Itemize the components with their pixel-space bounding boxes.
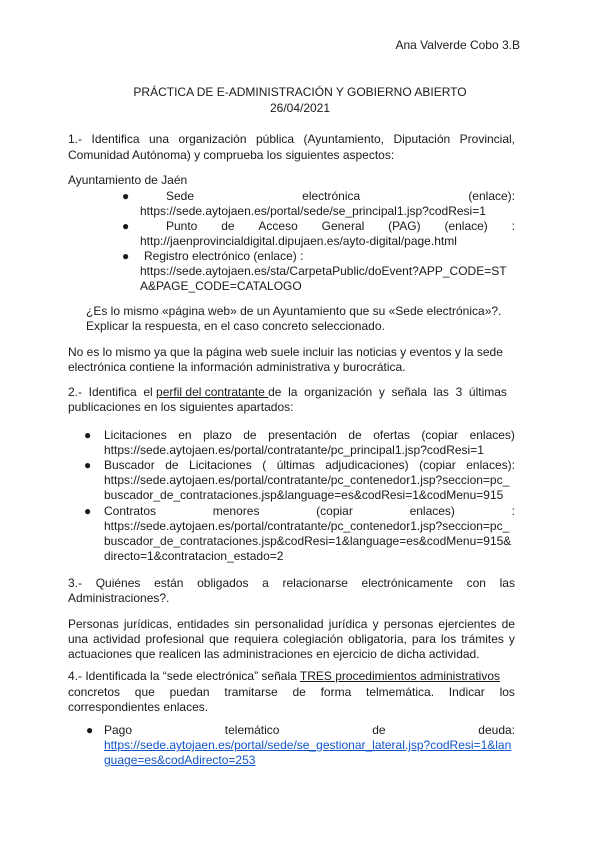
word: y (508, 632, 515, 646)
q1-b3-url-2: A&PAGE_CODE=CATALOGO (140, 279, 302, 293)
word: Acceso (258, 219, 298, 233)
q2-b1-url: https://sede.aytojaen.es/portal/contratante/pc_principal1.jsp?codResi=1 (104, 443, 484, 457)
q1-question-2: Explicar la respuesta, en el caso concreto seleccionado. (86, 319, 385, 333)
word: Identifica (91, 132, 140, 146)
word: Contratos (104, 504, 157, 518)
word: plazo (203, 428, 232, 442)
q1-entity: Ayuntamiento de Jaén (68, 173, 188, 187)
word: Sede (166, 189, 195, 203)
document-title: PRÁCTICA DE E-ADMINISTRACIÓN Y GOBIERNO ABIERTO (133, 85, 467, 99)
word: de (348, 428, 362, 442)
word: de (243, 428, 257, 442)
word: puedan (169, 685, 210, 699)
word: Licitaciones (104, 428, 167, 442)
q1-b2-url: http://jaenprovincialdigital.dipujaen.es/ayto-digital/page.html (140, 234, 457, 248)
word: con (466, 576, 486, 590)
q3-answer-3: actuaciones que realicen las administraciones en ejercicio de dicha actividad. (68, 647, 480, 661)
word: una (68, 632, 89, 646)
bullet-dot-icon: ● (122, 189, 130, 203)
word: requiera (234, 632, 279, 646)
word: 1.- (68, 132, 83, 146)
word: una (148, 132, 170, 146)
word: Provincial, (459, 132, 515, 146)
author-header: Ana Valverde Cobo 3.B (395, 38, 520, 52)
word: Diputación (393, 132, 451, 146)
word: obligatoria, (348, 632, 407, 646)
word: Quiénes (95, 576, 141, 590)
q4-b1-link-1[interactable] (104, 737, 511, 753)
word: electrónica (302, 189, 361, 203)
q1-b3-line1: Registro electrónico (enlace) : (144, 249, 304, 263)
tres-procedimientos-text: TRES procedimientos administrativos (299, 669, 500, 683)
word: deuda: (478, 723, 515, 737)
document-date: 26/04/2021 (269, 101, 331, 115)
word: forma (320, 685, 352, 699)
word: que (134, 685, 155, 699)
q1-line2: Comunidad Autónoma) y comprueba los siguientes aspectos: (68, 148, 395, 162)
word: (copiar (421, 428, 459, 442)
q2-b2-url-1: https://sede.aytojaen.es/portal/contratante/pc_contenedor1.jsp?seccion=pc_ (104, 473, 510, 487)
q2-b2-url-2: buscador_de_contrataciones.jsp&language=es&codResi=1&codMenu=915 (104, 488, 504, 502)
pago-telematico-link-cont[interactable]: guage=es&codAdirecto=253 (104, 753, 256, 767)
word: telmemática. (366, 685, 435, 699)
word: Buscador (104, 458, 155, 472)
word: están (154, 576, 184, 590)
q4-line1 (68, 668, 500, 684)
word: y (372, 617, 379, 631)
q2-b3-url-3: directo=1&contratacion_estado=2 (104, 549, 284, 563)
word: para (411, 632, 436, 646)
word: jurídica (328, 617, 368, 631)
word: ofertas (373, 428, 410, 442)
q2-b2-line1 (104, 457, 515, 473)
word: entidades (177, 617, 230, 631)
word: Licitaciones (189, 458, 252, 472)
bullet-dot-icon: ● (86, 723, 94, 737)
word: personas (383, 617, 434, 631)
word: Pago (104, 723, 133, 737)
q4-b1-line1 (104, 722, 515, 738)
q4-line2 (68, 684, 515, 700)
word: concretos (68, 685, 121, 699)
word: últimas (276, 458, 315, 472)
q4-b1-link-2[interactable] (104, 752, 255, 768)
word: pública (256, 132, 295, 146)
q2-line2: publicaciones en los siguientes apartados: (68, 400, 294, 414)
word: enlaces) (409, 504, 455, 518)
word: (copiar (419, 458, 456, 472)
word: sin (234, 617, 250, 631)
word: de (372, 723, 386, 737)
q1-b1-line1 (166, 188, 515, 204)
q1-answer-2: electrónica contiene la información administrativa y burocrática. (68, 360, 406, 374)
word: (copiar (316, 504, 353, 518)
q2-b1-line1 (104, 427, 515, 443)
word: (PAG) (388, 219, 421, 233)
word: a (262, 576, 269, 590)
word: organización (178, 132, 247, 146)
word: Punto (166, 219, 198, 233)
word: enlaces): (466, 458, 515, 472)
q2-line1-b: de la organización y señala las 3 últimas (268, 385, 507, 399)
q1-b2-line1 (166, 218, 515, 234)
word: de (501, 617, 515, 631)
word: personalidad (254, 617, 324, 631)
word: trámites (461, 632, 504, 646)
q3-line2: Administraciones?. (68, 591, 170, 605)
q1-b1-url: https://sede.aytojaen.es/portal/sede/se_principal1.jsp?codResi=1 (140, 204, 486, 218)
word: telemático (224, 723, 280, 737)
q4-line1-a: 4.- Identificada la “sede electrónica” señala (68, 669, 300, 683)
word: Indicar (448, 685, 485, 699)
bullet-dot-icon: ● (84, 428, 92, 442)
q2-line1 (68, 384, 507, 400)
word: los (499, 685, 515, 699)
word: electrónicamente (361, 576, 453, 590)
bullet-dot-icon: ● (122, 249, 130, 263)
word: (enlace): (468, 189, 515, 203)
word: ejercientes (438, 617, 497, 631)
word: : (511, 504, 515, 518)
word: las (499, 576, 515, 590)
word: menores (212, 504, 260, 518)
word: presentación (268, 428, 337, 442)
q1-line1 (68, 131, 515, 147)
word: tramitarse (224, 685, 278, 699)
word: actividad (93, 632, 141, 646)
q1-b3-url-1: https://sede.aytojaen.es/sta/CarpetaPublic/doEvent?APP_CODE=ST (140, 264, 507, 278)
q1-question-1: ¿Es lo mismo «página web» de un Ayuntamiento que su «Sede electrónica»?. (86, 304, 502, 318)
q4-line3: correspondientes enlaces. (68, 700, 209, 714)
word: 3.- (68, 576, 83, 590)
bullet-dot-icon: ● (84, 458, 92, 472)
word: Personas (68, 617, 119, 631)
word: los (440, 632, 457, 646)
word: relacionarse (282, 576, 348, 590)
word: enlaces) (469, 428, 515, 442)
q3-answer-1 (68, 616, 515, 632)
q2-line1-a: 2.- Identifica el (68, 385, 157, 399)
q3-answer-2 (68, 631, 515, 647)
word: que (209, 632, 230, 646)
word: colegiación (283, 632, 344, 646)
q2-b3-line1 (104, 503, 515, 519)
word: de (292, 685, 306, 699)
word: en (178, 428, 192, 442)
word: General (321, 219, 365, 233)
word: profesional (145, 632, 205, 646)
word: de (165, 458, 179, 472)
q2-b3-url-2: buscador_de_contrataciones.jsp&codResi=1&language=es&codMenu=915& (104, 534, 512, 548)
q3-line1 (68, 575, 515, 591)
word: de (221, 219, 235, 233)
perfil-contratante-text: perfil del contratante (156, 385, 269, 399)
pago-telematico-link[interactable]: https://sede.aytojaen.es/portal/sede/se_gestionar_lateral.jsp?codResi=1&lan (104, 738, 512, 752)
bullet-dot-icon: ● (84, 504, 92, 518)
word: (enlace) (444, 219, 488, 233)
word: (Ayuntamiento, (303, 132, 384, 146)
q1-answer-1: No es lo mismo ya que la página web suele incluir las noticias y eventos y la sede (68, 345, 503, 359)
word: jurídicas, (123, 617, 172, 631)
word: : (511, 219, 515, 233)
q2-b3-url-1: https://sede.aytojaen.es/portal/contratante/pc_contenedor1.jsp?seccion=pc_ (104, 519, 510, 533)
bullet-dot-icon: ● (122, 219, 130, 233)
word: adjudicaciones) (325, 458, 409, 472)
word: ( (262, 458, 267, 472)
word: obligados (197, 576, 249, 590)
